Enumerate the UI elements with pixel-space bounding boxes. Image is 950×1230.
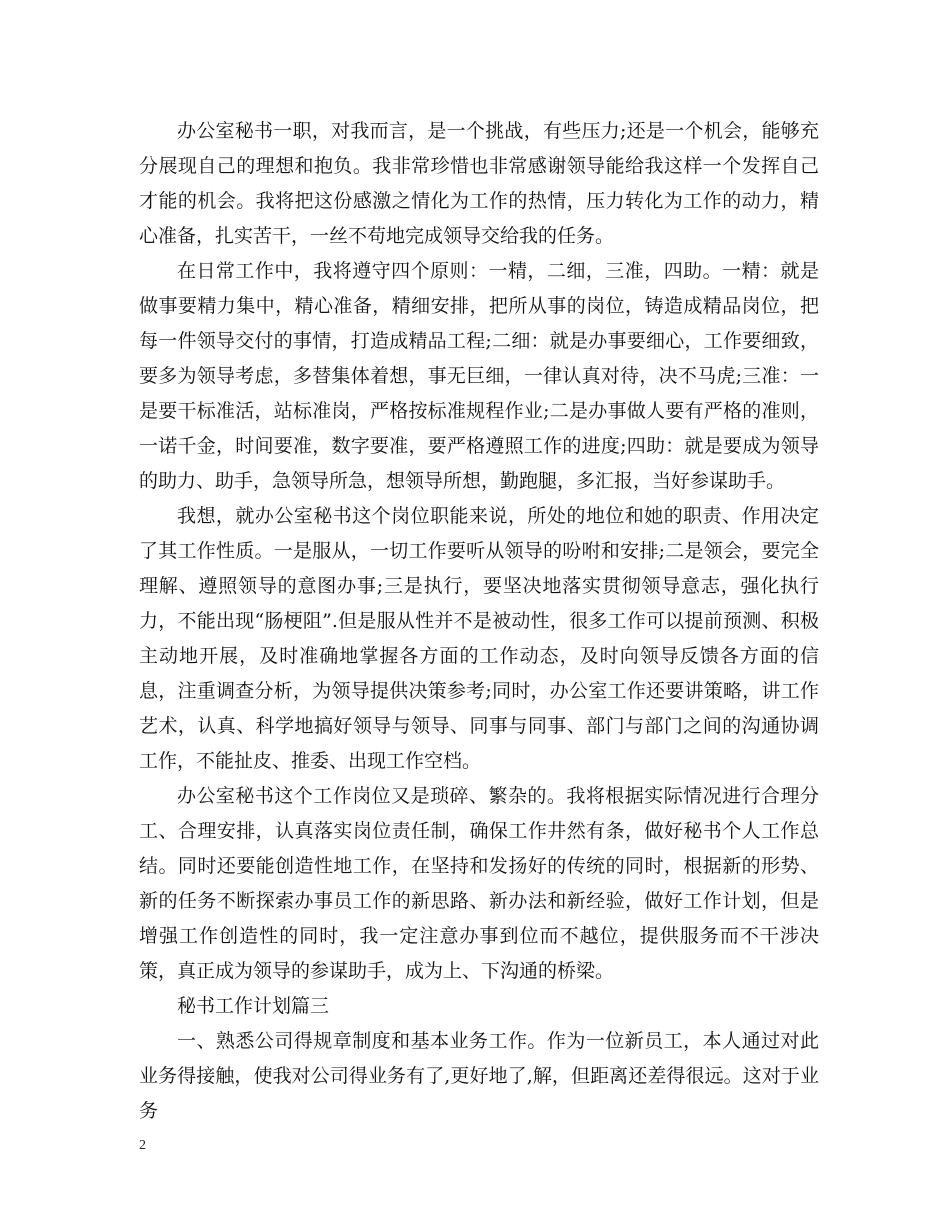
section-heading: 秘书工作计划篇三 xyxy=(177,995,330,1017)
paragraph-2: 在日常工作中，我将遵守四个原则：一精，二细，三准，四助。一精：就是做事要精力集中，精心准备，精细安排，把所从事的岗位，铸造成精品岗位，把每一件领导交付的事情，打造成精品工程;二细：就是办事要细心，工作要细致，要多为领导考虑，多替集体着想，事无巨细，一律认真对待，决不马虎;三准：一是要干标准活，站标准岗，严格按标准规程作业;二是办事做人要有严格的准则，一诺千金，时间要准，数字要准，要严格遵照工作的进度;四助：就是要成为领导的助力、助手，急领导所急，想领导所想，勤跑腿，多汇报，当好参谋助手。 xyxy=(139,260,819,492)
page-number: 2 xyxy=(139,1138,146,1153)
paragraph-1: 办公室秘书一职，对我而言，是一个挑战，有些压力;还是一个机会，能够充分展现自己的理想和抱负。我非常珍惜也非常感谢领导能给我这样一个发挥自己才能的机会。我将把这份感激之情化为工作的热情，压力转化为工作的动力，精心准备，扎实苦干，一丝不苟地完成领导交给我的任务。 xyxy=(139,120,819,247)
document-body xyxy=(139,114,819,1129)
paragraph-4: 办公室秘书这个工作岗位又是琐碎、繁杂的。我将根据实际情况进行合理分工、合理安排，认真落实岗位责任制，确保工作井然有条，做好秘书个人工作总结。同时还要能创造性地工作，在坚持和发扬好的传统的同时，根据新的形势、新的任务不断探索办事员工作的新思路、新办法和新经验，做好工作计划，但是增强工作创造性的同时，我一定注意办事到位而不越位，提供服务而不干涉决策，真正成为领导的参谋助手，成为上、下沟通的桥梁。 xyxy=(139,785,819,982)
paragraph-3: 我想，就办公室秘书这个岗位职能来说，所处的地位和她的职责、作用决定了其工作性质。一是服从，一切工作要听从领导的吩咐和安排;二是领会，要完全理解、遵照领导的意图办事;三是执行，要坚决地落实贯彻领导意志，强化执行力，不能出现“肠梗阻”.但是服从性并不是被动性，很多工作可以提前预测、积极主动地开展，及时准确地掌握各方面的工作动态，及时向领导反馈各方面的信息，注重调查分析，为领导提供决策参考;同时，办公室工作还要讲策略，讲工作艺术，认真、科学地搞好领导与领导、同事与同事、部门与部门之间的沟通协调工作，不能扯皮、推委、出现工作空档。 xyxy=(139,505,819,772)
paragraph-5: 一、熟悉公司得规章制度和基本业务工作。作为一位新员工，本人通过对此业务得接触，使我对公司得业务有了,更好地了,解，但距离还差得很远。这对于业务 xyxy=(139,1030,819,1122)
